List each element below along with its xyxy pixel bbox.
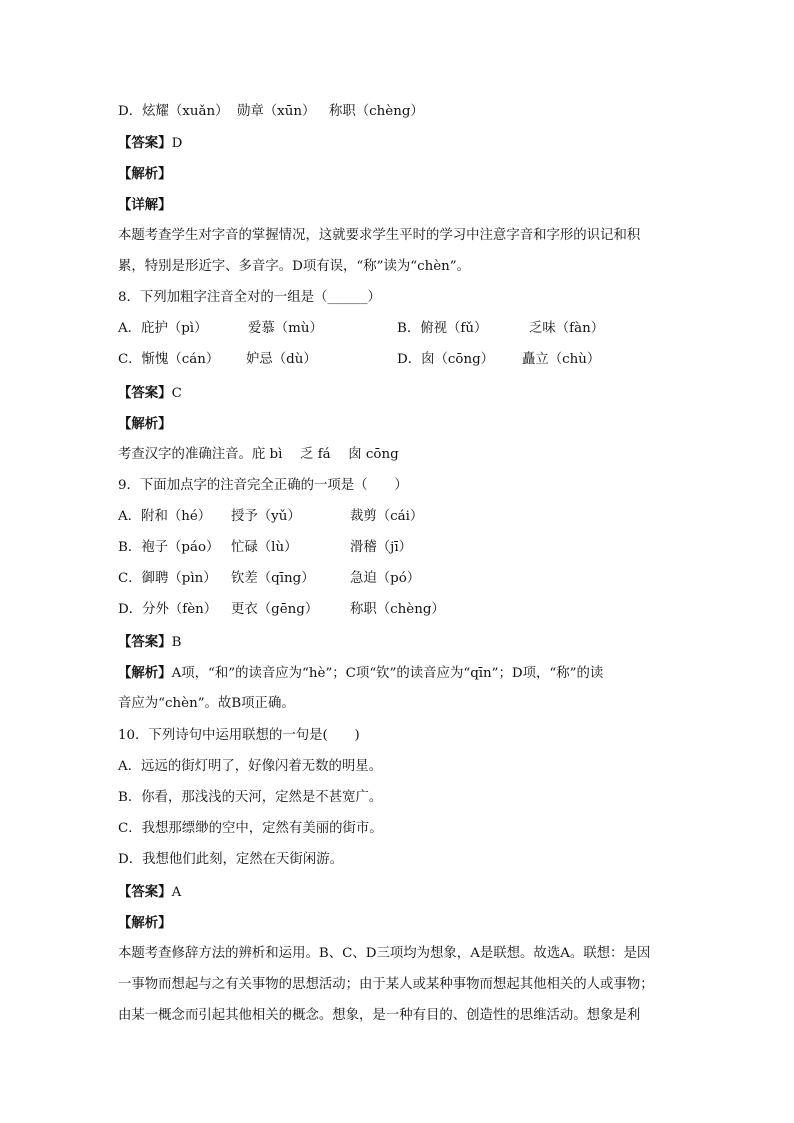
answer-value: A <box>171 885 182 900</box>
option-text: 炫耀（xuǎn） <box>142 104 229 119</box>
q10-answer <box>118 882 181 903</box>
q9-option-d-word1: D．分外（fèn） <box>118 602 218 617</box>
q10-stem: 10．下列诗句中运用联想的一句是( ) <box>118 728 360 743</box>
q8-option-b: B．俯视（fǔ） <box>397 321 488 336</box>
answer-tag: 【答案】 <box>118 135 172 151</box>
q8-option-c: C．惭愧（cán） <box>118 352 220 367</box>
q10-option-a: A．远远的街灯明了，好像闪着无数的明星。 <box>118 759 383 774</box>
q9-option-b-word1: B．袍子（páo） <box>118 540 220 555</box>
q9-option-b-word3: 滑稽（jī） <box>350 540 412 555</box>
q8-option-d: D．囱（cōng） <box>397 352 495 367</box>
q7-option-d-c: 称职（chèng） <box>329 104 424 119</box>
q8-option-d-word2: 矗立（chù） <box>522 352 601 367</box>
q10-option-c: C．我想那缥缈的空中，定然有美丽的街市。 <box>118 821 383 836</box>
q9-option-a-word1: A．附和（hé） <box>118 509 212 524</box>
analysis-text: A项，“和”的读音应为“hè”；C项“钦”的读音应为“qīn”；D项，“称”的读 <box>171 666 604 681</box>
q7-detail-line-1: 本题考查学生对字音的掌握情况，这就要求学生平时的学习中注意字音和字形的识记和积 <box>118 228 641 243</box>
q9-option-d-word3: 称职（chèng） <box>350 602 445 617</box>
answer-value: C <box>171 386 182 401</box>
q10-analysis-line-2: 一事物而想起与之有关事物的思想活动；由于某人或某种事物而想起其他相关的人或事物； <box>118 977 654 992</box>
q8-option-c-word2: 妒忌（dù） <box>246 352 317 367</box>
q8-option-a-word2: 爱慕（mù） <box>248 321 323 336</box>
q8-option-a: A．庇护（pì） <box>118 321 208 336</box>
option-letter: D． <box>118 104 143 119</box>
answer-tag: 【答案】 <box>118 385 172 401</box>
q7-analysis-tag: 【解析】 <box>118 166 172 182</box>
q7-detail-line-2: 累，特别是形近字、多音字。D项有误，“称”读为“chèn”。 <box>118 259 470 274</box>
q10-option-d: D．我想他们此刻，定然在天街闲游。 <box>118 852 343 867</box>
q9-answer <box>118 632 181 653</box>
analysis-tag: 【解析】 <box>118 665 172 681</box>
answer-tag: 【答案】 <box>118 884 172 900</box>
q9-analysis-line-1 <box>118 663 676 684</box>
q8-analysis-tag: 【解析】 <box>118 416 172 432</box>
q7-option-d-b: 勋章（xūn） <box>237 104 316 119</box>
q9-option-d-word2: 更衣（gēng） <box>231 602 319 617</box>
q8-analysis: 考查汉字的准确注音。庇 bì 乏 fá 囱 cōng <box>118 447 399 462</box>
q9-option-a-word3: 裁剪（cái） <box>350 509 424 524</box>
q10-analysis-line-3: 由某一概念而引起其他相关的概念。想象，是一种有目的、创造性的思维活动。想象是利 <box>118 1008 641 1023</box>
q10-option-b: B．你看，那浅浅的天河，定然是不甚宽广。 <box>118 790 383 805</box>
q7-detail-tag: 【详解】 <box>118 197 172 213</box>
q9-option-a-word2: 授予（yǔ） <box>231 509 301 524</box>
q7-answer <box>118 133 182 154</box>
q10-analysis-line-1: 本题考查修辞方法的辨析和运用。B、C、D三项均为想象，A是联想。故选A。联想：是因 <box>118 946 651 961</box>
q8-answer <box>118 383 182 404</box>
q9-option-b-word2: 忙碌（lù） <box>231 540 298 555</box>
q9-option-c-word3: 急迫（pó） <box>350 571 421 586</box>
answer-tag: 【答案】 <box>118 634 172 650</box>
q9-option-c-word2: 钦差（qīng） <box>231 571 315 586</box>
answer-value: D <box>171 136 183 151</box>
q8-option-b-word2: 乏味（fàn） <box>529 321 605 336</box>
q8-stem: 8．下列加粗字注音全对的一组是（______） <box>118 290 381 305</box>
q10-analysis-tag: 【解析】 <box>118 915 172 931</box>
q9-stem: 9．下面加点字的注音完全正确的一项是（ ） <box>118 478 408 493</box>
q7-option-d-a <box>118 102 229 122</box>
q9-option-c-word1: C．御聘（pìn） <box>118 571 217 586</box>
answer-value: B <box>171 635 182 650</box>
q9-analysis-line-2: 音应为“chèn”。故B项正确。 <box>118 696 295 711</box>
